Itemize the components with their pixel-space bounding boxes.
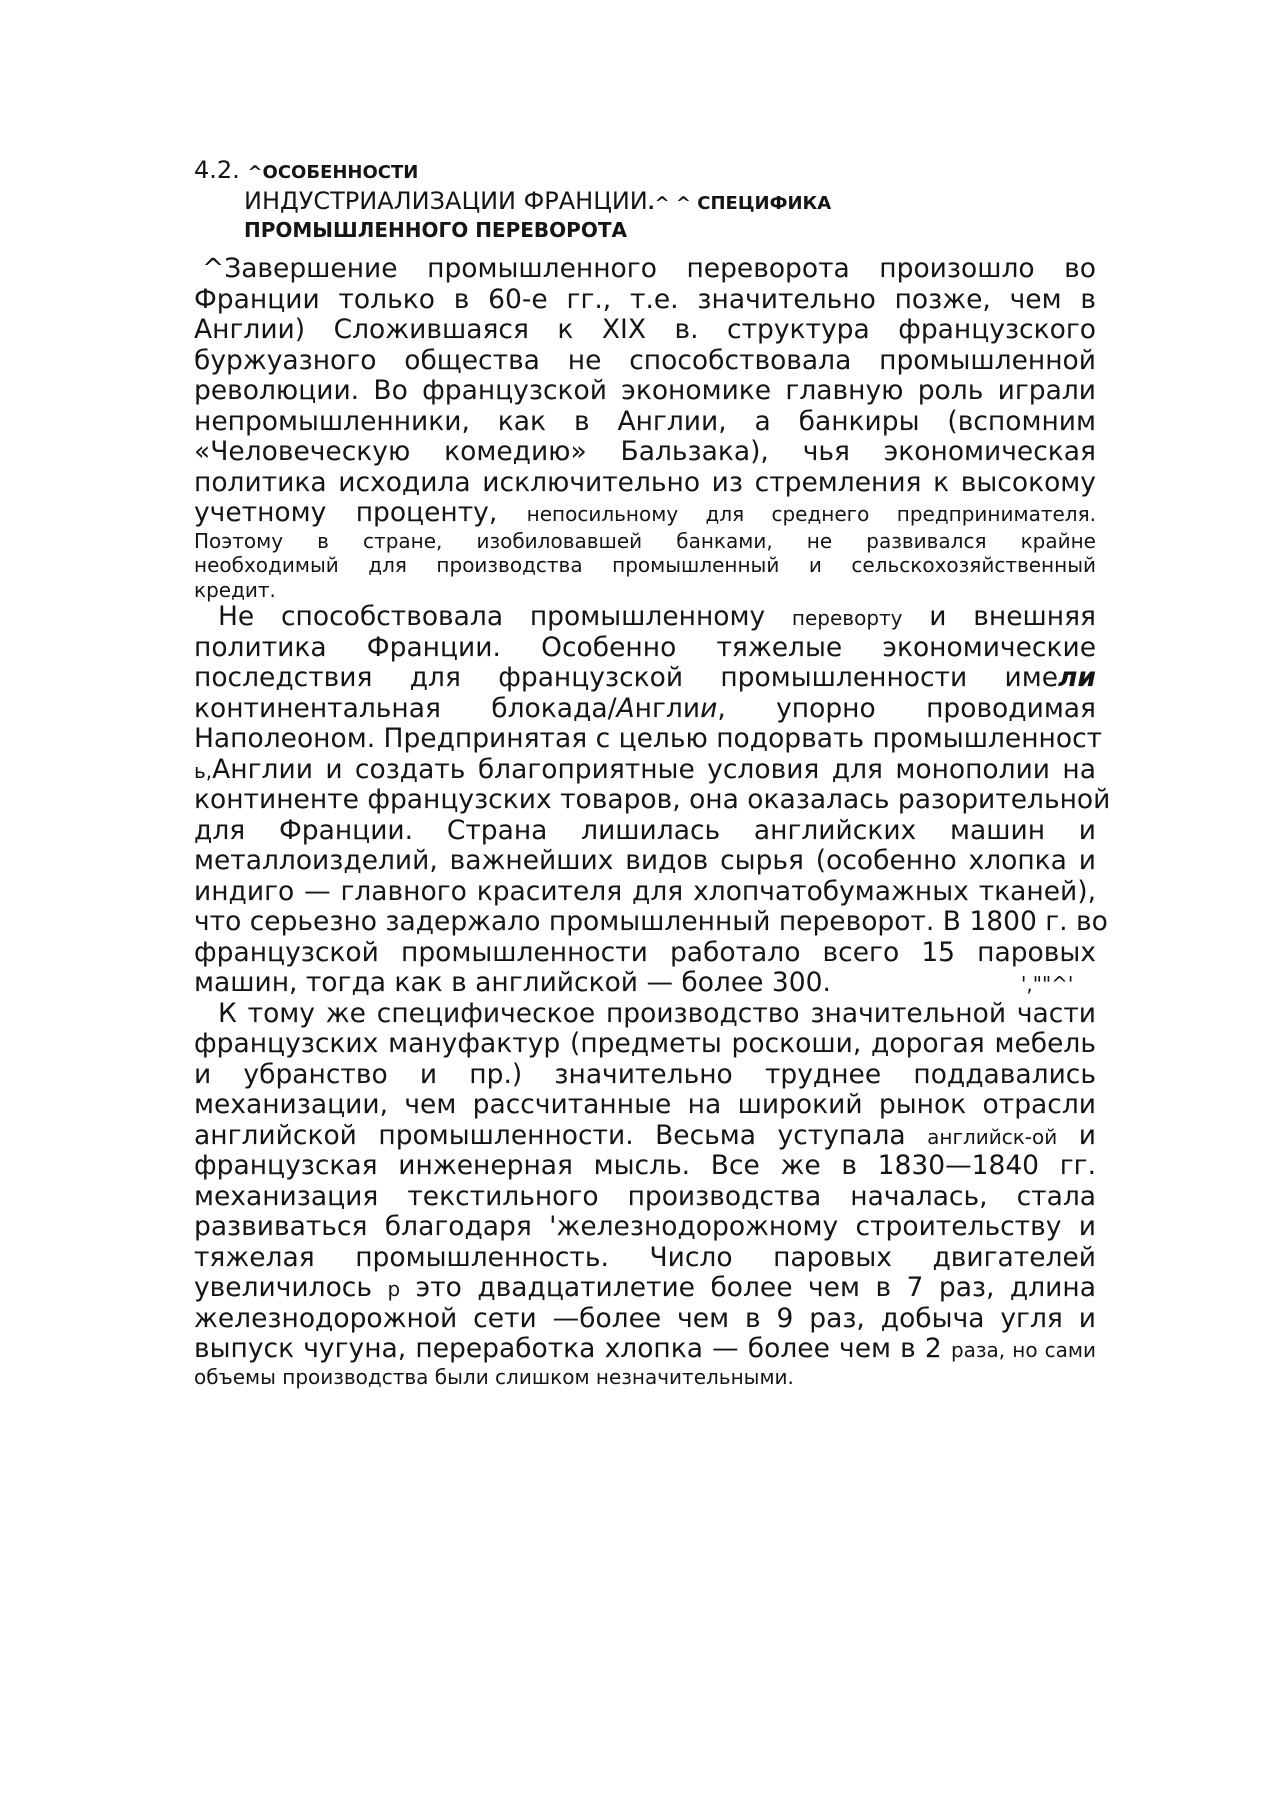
text-line: К тому же специфическое производство значительной части [218, 997, 1096, 1029]
text-run-small: раза, но сами [950, 1338, 1096, 1362]
text-run: и внешняя [929, 601, 1096, 632]
text-run-small: р [387, 1277, 401, 1301]
heading-subtitle-start: .^ ^ СПЕЦИФИКА [647, 193, 832, 214]
text-line [194, 498, 1096, 529]
text-line: для Франции. Страна лишилась английских машин и [194, 814, 1096, 846]
text-run: учетному проценту, [194, 497, 498, 528]
text-run: увеличилось [194, 1272, 372, 1303]
text-line [194, 755, 1096, 786]
text-line: механизация текстильного производства началась, стала [194, 1180, 1096, 1212]
text-line: объемы производства были слишком незначительными. [194, 1364, 794, 1389]
text-line [194, 1121, 1096, 1152]
heading-word: ОСОБЕННОСТИ [262, 162, 419, 183]
text-run: это двадцатилетие более чем в 7 раз, длина [415, 1272, 1096, 1303]
text-line: кредит. [194, 577, 276, 602]
section-number: 4.2. [194, 156, 240, 184]
text-run: Не способствовала промышленному [218, 601, 766, 632]
text-run: нгли [634, 692, 701, 724]
section-heading-line-3: ПРОМЫШЛЕННОГО ПЕРЕВОРОТА [244, 218, 627, 242]
text-line: Поэтому в стране, изобиловавшей банками, не развивался крайне [194, 528, 1096, 553]
text-line: что серьезно задержало промышленный переворот. В 1800 г. во [194, 906, 1108, 937]
text-line: Англии) Сложившаяся к XIX в. структура французского [194, 314, 1096, 345]
heading-main: ИНДУСТРИАЛИЗАЦИИ ФРАНЦИИ [244, 187, 648, 215]
text-line: политика исходила исключительно из стремления к высокому [194, 466, 1096, 498]
text-line [194, 694, 1096, 725]
text-line: буржуазного общества не способствовала промышленной [194, 344, 1096, 376]
text-line: Франции только в 60-е гг., т.е. значительно позже, чем в [194, 283, 1096, 315]
text-run-italic: А [616, 692, 635, 724]
text-run: последствия для французской промышленности име [194, 662, 1059, 693]
text-line: железнодорожной сети —более чем в 9 раз, добыча угля и [194, 1302, 1096, 1334]
text-line: французская инженерная мысль. Все же в 1830—1840 гг. [194, 1150, 1096, 1181]
text-run-small: переворту [791, 606, 903, 630]
text-line: французских мануфактур (предметы роскоши, дорогая мебель [194, 1028, 1096, 1059]
text-line: металлоизделий, важнейших видов сырья (особенно хлопка и [194, 845, 1096, 876]
text-line: развиваться благодаря 'железнодорожному строительству и [194, 1211, 1096, 1242]
text-line: революции. Во французской экономике главную роль играли [194, 375, 1096, 406]
text-line: политика Франции. Особенно тяжелые экономические [194, 631, 1096, 663]
text-run-small: непосильному для среднего предпринимателя. [526, 502, 1096, 526]
text-run-bold-italic: ли [1058, 662, 1096, 693]
text-line: тяжелая промышленность. Число паровых двигателей [194, 1241, 1096, 1273]
heading-caret: ^ [247, 162, 263, 183]
text-run: континентальная блокада/ [194, 692, 617, 724]
text-run: , упорно проводимая [717, 692, 1096, 724]
text-run: выпуск чугуна, переработка хлопка — более чем в 2 [194, 1333, 942, 1364]
text-line: «Человеческую комедию» Бальзака), чья экономическая [194, 436, 1096, 467]
scan-artifact-marks: ',""^' [1020, 972, 1074, 996]
text-run: Англии и создать благоприятные условия для монополии на [212, 753, 1096, 785]
text-line: Наполеоном. Предпринятая с целью подорвать промышленност [194, 723, 1103, 754]
text-run: и [1078, 1119, 1096, 1151]
text-line: механизации, чем рассчитанные на широкий рынок отрасли [194, 1089, 1096, 1120]
text-line: ^Завершение промышленного переворота произошло во [202, 253, 1096, 284]
text-line: индиго — главного красителя для хлопчатобумажных тканей), [194, 875, 1096, 907]
text-run-small: ь, [194, 758, 213, 783]
text-run-small: английск-ой [927, 1124, 1058, 1149]
text-line: необходимый для производства промышленный и сельскохозяйственный [194, 553, 1096, 577]
text-line: французской промышленности работало всего 15 паровых [194, 936, 1096, 968]
body-text [194, 253, 1111, 1389]
text-line: континенте французских товаров, она оказалась разорительной [194, 784, 1111, 815]
text-line: непромышленники, как в Англии, а банкиры (вспомним [194, 405, 1096, 437]
text-line [194, 602, 1096, 633]
text-line [194, 1334, 1096, 1365]
section-heading-line-2 [244, 186, 831, 219]
section-heading-line-1 [194, 155, 418, 188]
text-line [194, 1273, 1096, 1304]
text-line: и убранство и пр.) значительно труднее поддавались [194, 1058, 1096, 1090]
text-line [194, 968, 1096, 999]
text-run: машин, тогда как в английской — более 300. [194, 967, 831, 998]
text-line [194, 663, 1096, 694]
text-run: английской промышленности. Весьма уступала [194, 1119, 906, 1151]
text-run-italic: и [700, 692, 718, 724]
